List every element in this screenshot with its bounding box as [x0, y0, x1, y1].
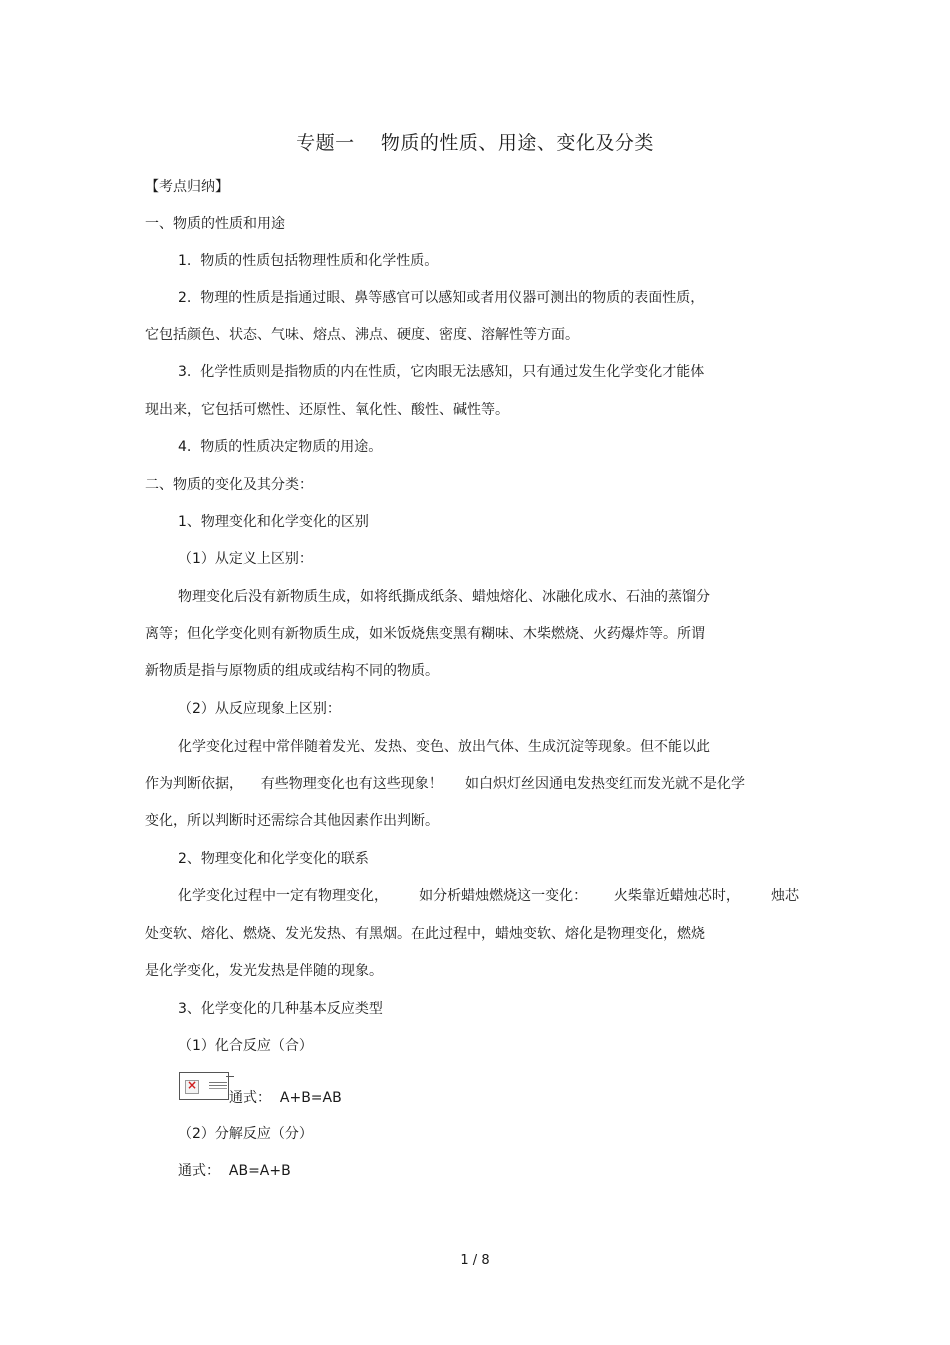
paragraph-line: 现出来，它包括可燃性、还原性、氧化性、酸性、碱性等。 — [145, 402, 509, 418]
page-title: 专题一 物质的性质、用途、变化及分类 — [296, 132, 654, 154]
paragraph-line: 2. 物理的性质是指通过眼、鼻等感官可以感知或者用仪器可测出的物质的表面性质， — [178, 290, 705, 306]
paragraph-line: 处变软、熔化、燃烧、发光发热、有黑烟。在此过程中，蜡烛变软、熔化是物理变化，燃烧 — [145, 926, 705, 942]
paragraph-line: 新物质是指与原物质的组成或结构不同的物质。 — [145, 663, 439, 679]
image-placeholder-icon — [185, 1080, 199, 1094]
subsection-heading: 1、物理变化和化学变化的区别 — [178, 514, 369, 530]
paragraph-line: 是化学变化，发光发热是伴随的现象。 — [145, 963, 383, 979]
paragraph-line: 物理变化后没有新物质生成，如将纸撕成纸条、蜡烛熔化、冰融化成水、石油的蒸馏分 — [178, 589, 710, 605]
paragraph-line: 3. 化学性质则是指物质的内在性质，它肉眼无法感知，只有通过发生化学变化才能体 — [178, 364, 705, 380]
subsection-heading: （2）从反应现象上区别： — [178, 701, 341, 717]
section-heading: 一、物质的性质和用途 — [145, 216, 285, 232]
paragraph-line: 变化，所以判断时还需综合其他因素作出判断。 — [145, 813, 439, 829]
close-icon: × — [186, 1078, 198, 1092]
broken-image-icon — [179, 1072, 229, 1100]
subsection-heading: 2、物理变化和化学变化的联系 — [178, 851, 369, 867]
section-tag: 【考点归纳】 — [145, 179, 229, 195]
paragraph-line: 它包括颜色、状态、气味、熔点、沸点、硬度、密度、溶解性等方面。 — [145, 327, 579, 343]
subsection-heading: 3、化学变化的几种基本反应类型 — [178, 1001, 383, 1017]
paragraph-line: 离等；但化学变化则有新物质生成，如米饭烧焦变黑有糊味、木柴燃烧、火药爆炸等。所谓 — [145, 626, 705, 642]
formula-line: 通式： A+B=AB — [229, 1090, 342, 1106]
paragraph-line: 化学变化过程中一定有物理变化， 如分析蜡烛燃烧这一变化： 火柴靠近蜡烛芯时， 烛芯 — [178, 888, 800, 904]
section-heading: 二、物质的变化及其分类： — [145, 477, 313, 493]
paragraph-line: 4. 物质的性质决定物质的用途。 — [178, 439, 383, 455]
image-pointer-line — [226, 1076, 234, 1077]
paragraph-line: 1. 物质的性质包括物理性质和化学性质。 — [178, 253, 439, 269]
paragraph-line: 作为判断依据， 有些物理变化也有这些现象！ 如白炽灯丝因通电发热变红而发光就不是化学 — [145, 776, 746, 792]
formula-line: 通式： AB=A+B — [178, 1163, 291, 1179]
subsection-heading: （2）分解反应（分） — [178, 1126, 313, 1142]
paragraph-line: 化学变化过程中常伴随着发光、发热、变色、放出气体、生成沉淀等现象。但不能以此 — [178, 739, 710, 755]
page-number: 1 / 8 — [460, 1253, 490, 1268]
subsection-heading: （1）化合反应（合） — [178, 1038, 313, 1054]
subsection-heading: （1）从定义上区别： — [178, 551, 313, 567]
image-caption-lines — [209, 1082, 227, 1083]
